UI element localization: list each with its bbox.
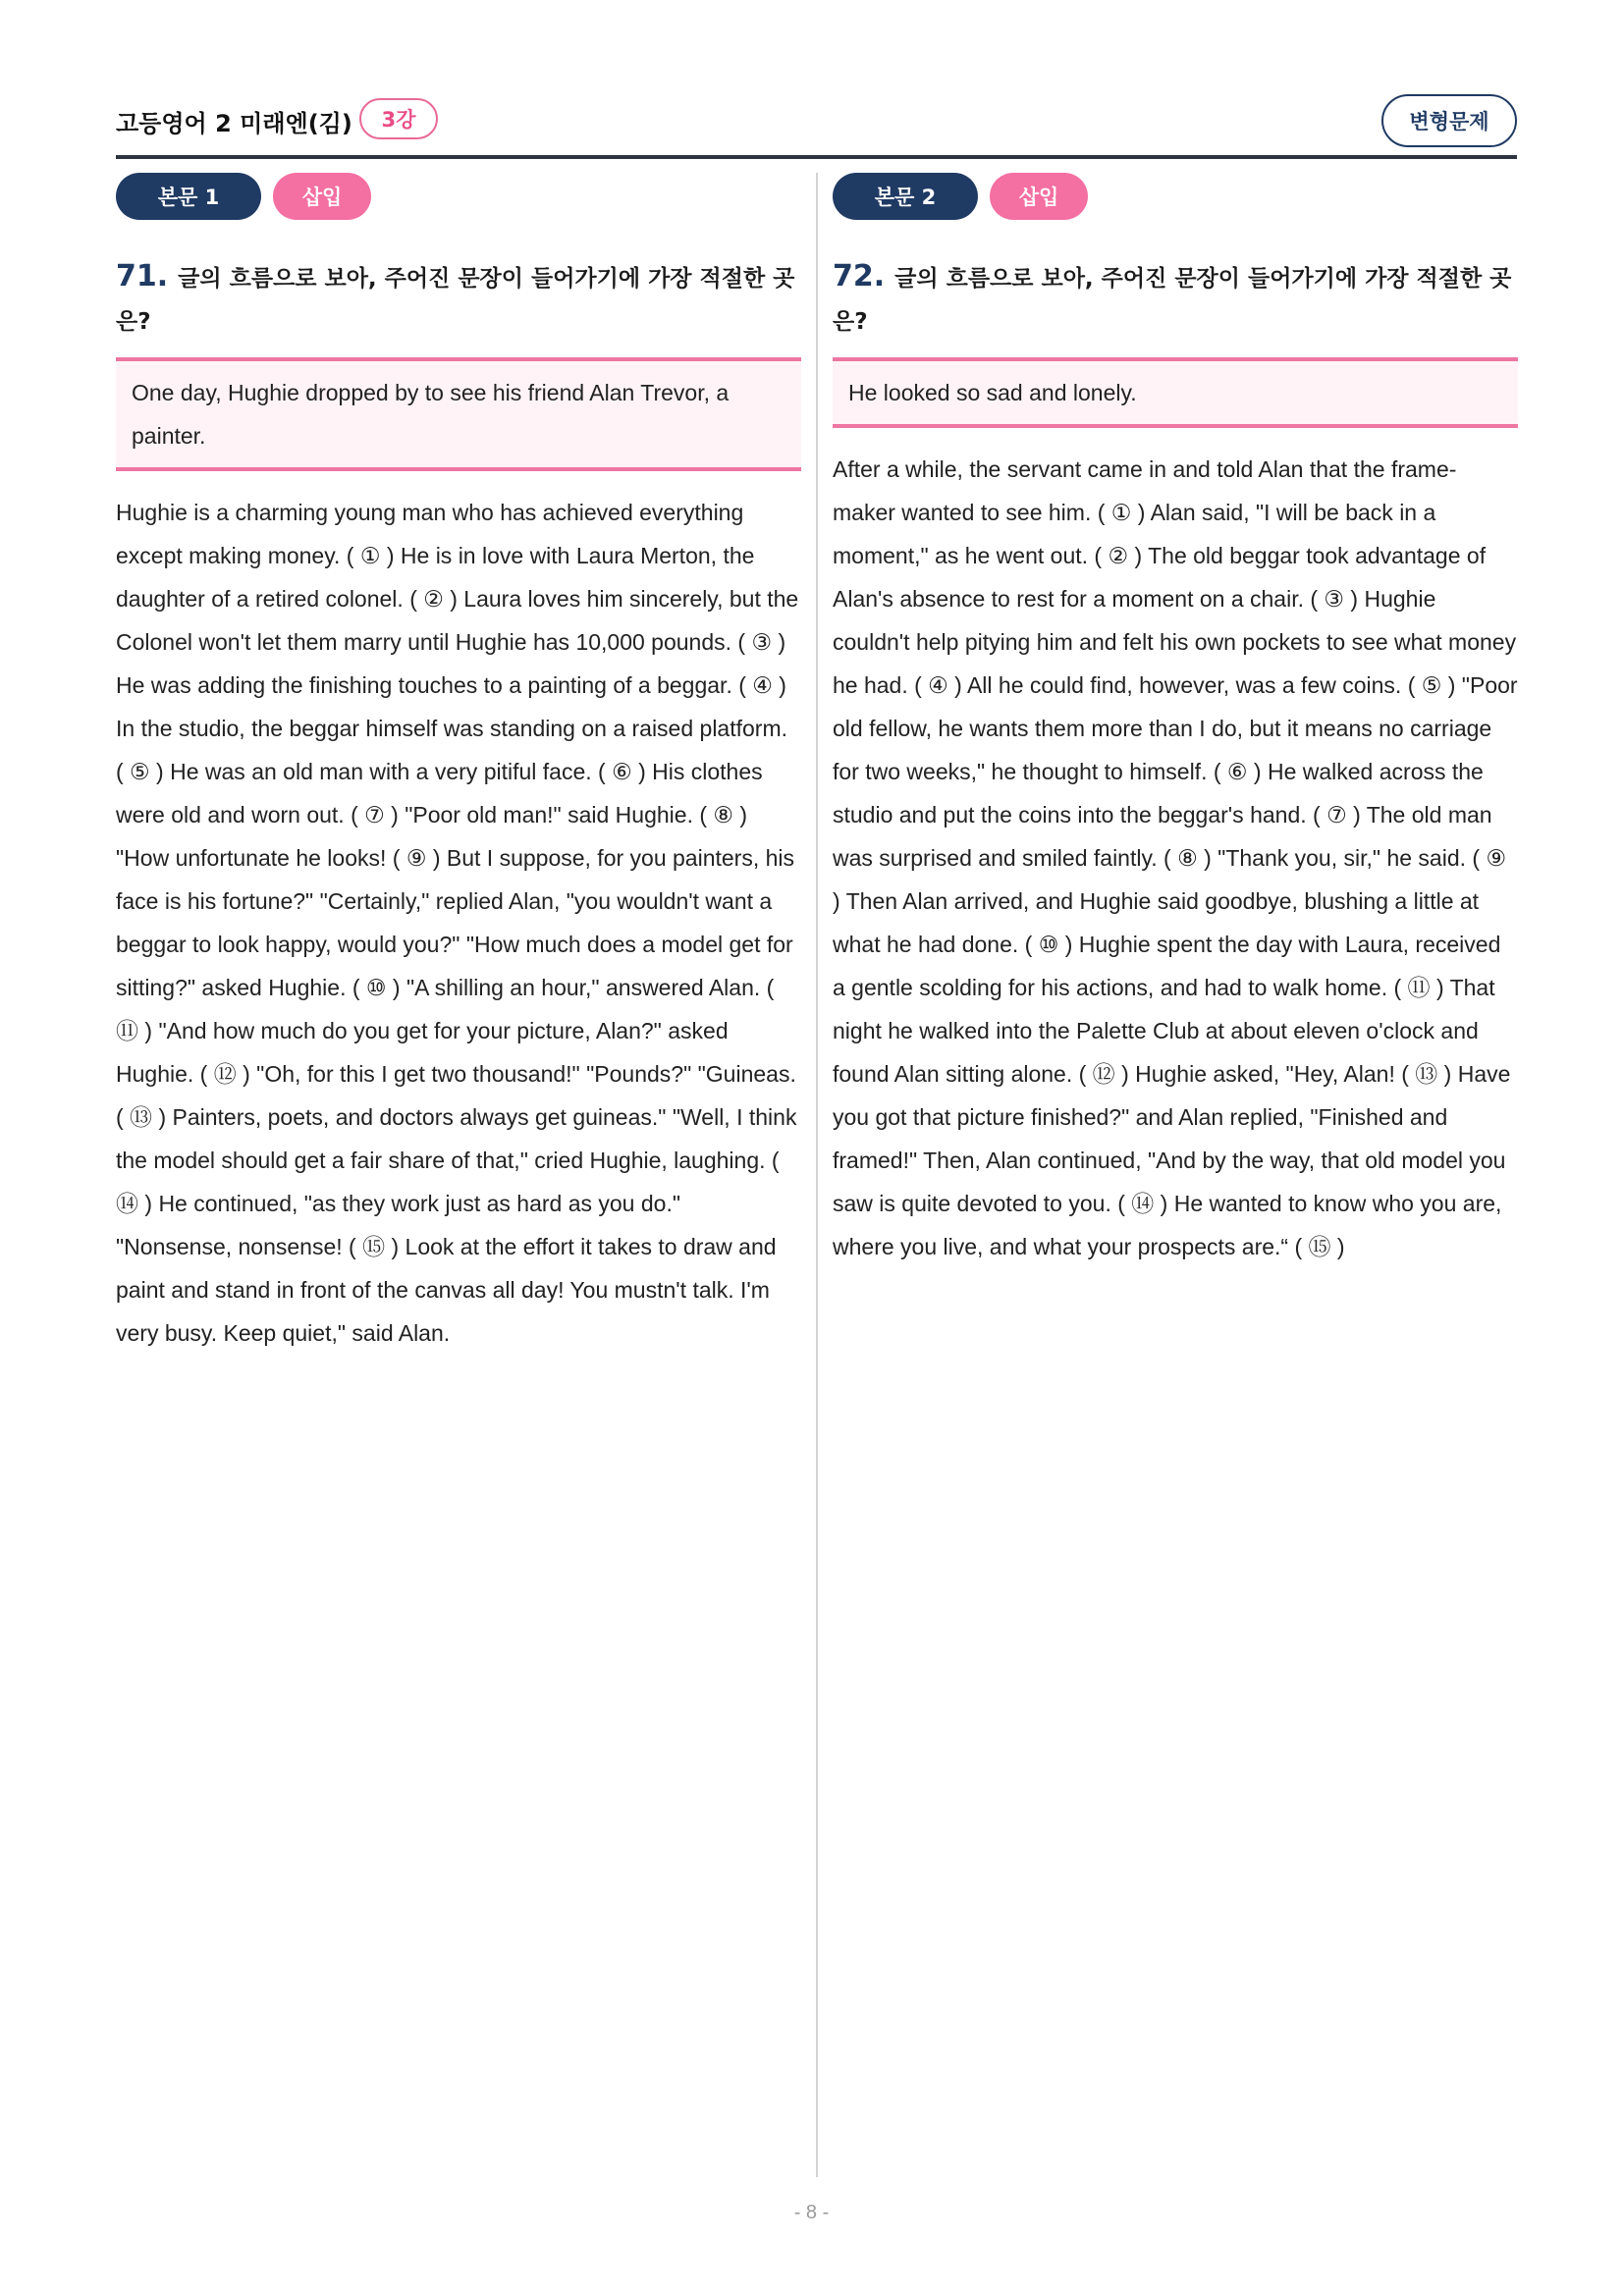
passage-text: After a while, the servant came in and told Alan that the frame-maker wanted to see him. ( ① ) Alan said, "I will be back in a moment," as he went out. ( ② ) The old beggar took advantage of Alan's absence to rest for a moment on a chair. ( ③ ) Hughie couldn't help pitying him and felt his own pockets to see what money he had. ( ④ ) All he could find, however, was a few coins. ( ⑤ ) "Poor old fellow, he wants them more than I do, but it means no carriage for two weeks," he thought to himself. ( ⑥ ) He walked across the studio and put the coins into the beggar's hand. ( ⑦ ) The old man was surprised and smiled faintly. ( ⑧ ) "Thank you, sir," he said. ( ⑨ ) Then Alan arrived, and Hughie said goodbye, blushing a little at what he had done. ( ⑩ ) Hughie spent the day with Laura, received a gentle scolding for his actions, and had to walk home. ( ⑪ ) That night he walked into the Palette Club at about eleven o'clock and found Alan sitting alone. ( ⑫ ) Hughie asked, "Hey, Alan! ( ⑬ ) Have you got that picture finished?" and Alan replied, "Finished and framed!" Then, Alan continued, "And by the way, that old model you saw is quite devoted to you. ( ⑭ ) He wanted to know who you are, where you live, and what your prospects are.“ ( ⑮ ) [833, 456, 1524, 1259]
column-divider [816, 173, 818, 2177]
question-tags [116, 173, 801, 220]
given-sentence-box: One day, Hughie dropped by to see his friend Alan Trevor, a painter. [116, 357, 801, 471]
passage-tag: 본문 1 [116, 173, 261, 220]
right-column [833, 173, 1524, 1268]
header-divider [116, 155, 1517, 159]
question-prompt [833, 255, 1518, 344]
book-title: 고등영어 2 미래엔(김) [116, 110, 352, 137]
question-number: 72. [833, 259, 886, 294]
question-type-badge: 변형문제 [1381, 94, 1517, 147]
lesson-badge: 3강 [359, 98, 438, 139]
left-column [116, 173, 805, 1355]
insertion-tag: 삽입 [273, 173, 371, 220]
given-sentence-box: He looked so sad and lonely. [833, 357, 1518, 428]
question-prompt [116, 255, 801, 344]
page-number: - 8 - [793, 2202, 830, 2223]
question-number: 71. [116, 259, 169, 294]
page-header [116, 96, 1517, 155]
passage-tag: 본문 2 [833, 173, 978, 220]
insertion-tag: 삽입 [990, 173, 1088, 220]
question-text: 글의 흐름으로 보아, 주어진 문장이 들어가기에 가장 적절한 곳은? [116, 266, 795, 335]
question-text: 글의 흐름으로 보아, 주어진 문장이 들어가기에 가장 적절한 곳은? [833, 266, 1512, 335]
passage-text: Hughie is a charming young man who has achieved everything except making money. ( ① ) He is in love with Laura Merton, the daughter of a retired colonel. ( ② ) Laura loves him sincerely, but the Colonel won't let them marry until Hughie has 10,000 pounds. ( ③ ) He was adding the finishing touches to a painting of a beggar. ( ④ ) In the studio, the beggar himself was standing on a raised platform. ( ⑤ ) He was an old man with a very pitiful face. ( ⑥ ) His clothes were old and worn out. ( ⑦ ) "Poor old man!" said Hughie. ( ⑧ ) "How unfortunate he looks! ( ⑨ ) But I suppose, for you painters, his face is his fortune?" "Certainly," replied Alan, "you wouldn't want a beggar to look happy, would you?" "How much does a model get for sitting?" asked Hughie. ( ⑩ ) "A shilling an hour," answered Alan. ( ⑪ ) "And how much do you get for your picture, Alan?" asked Hughie. ( ⑫ ) "Oh, for this I get two thousand!" "Pounds?" "Guineas. ( ⑬ ) Painters, poets, and doctors always get guineas." "Well, I think the model should get a fair share of that," cried Hughie, laughing. ( ⑭ ) He continued, "as they work just as hard as you do." "Nonsense, nonsense! ( ⑮ ) Look at the effort it takes to draw and paint and stand in front of the canvas all day! You mustn't talk. I'm very busy. Keep quiet," said Alan. [116, 500, 805, 1346]
question-tags [833, 173, 1518, 220]
